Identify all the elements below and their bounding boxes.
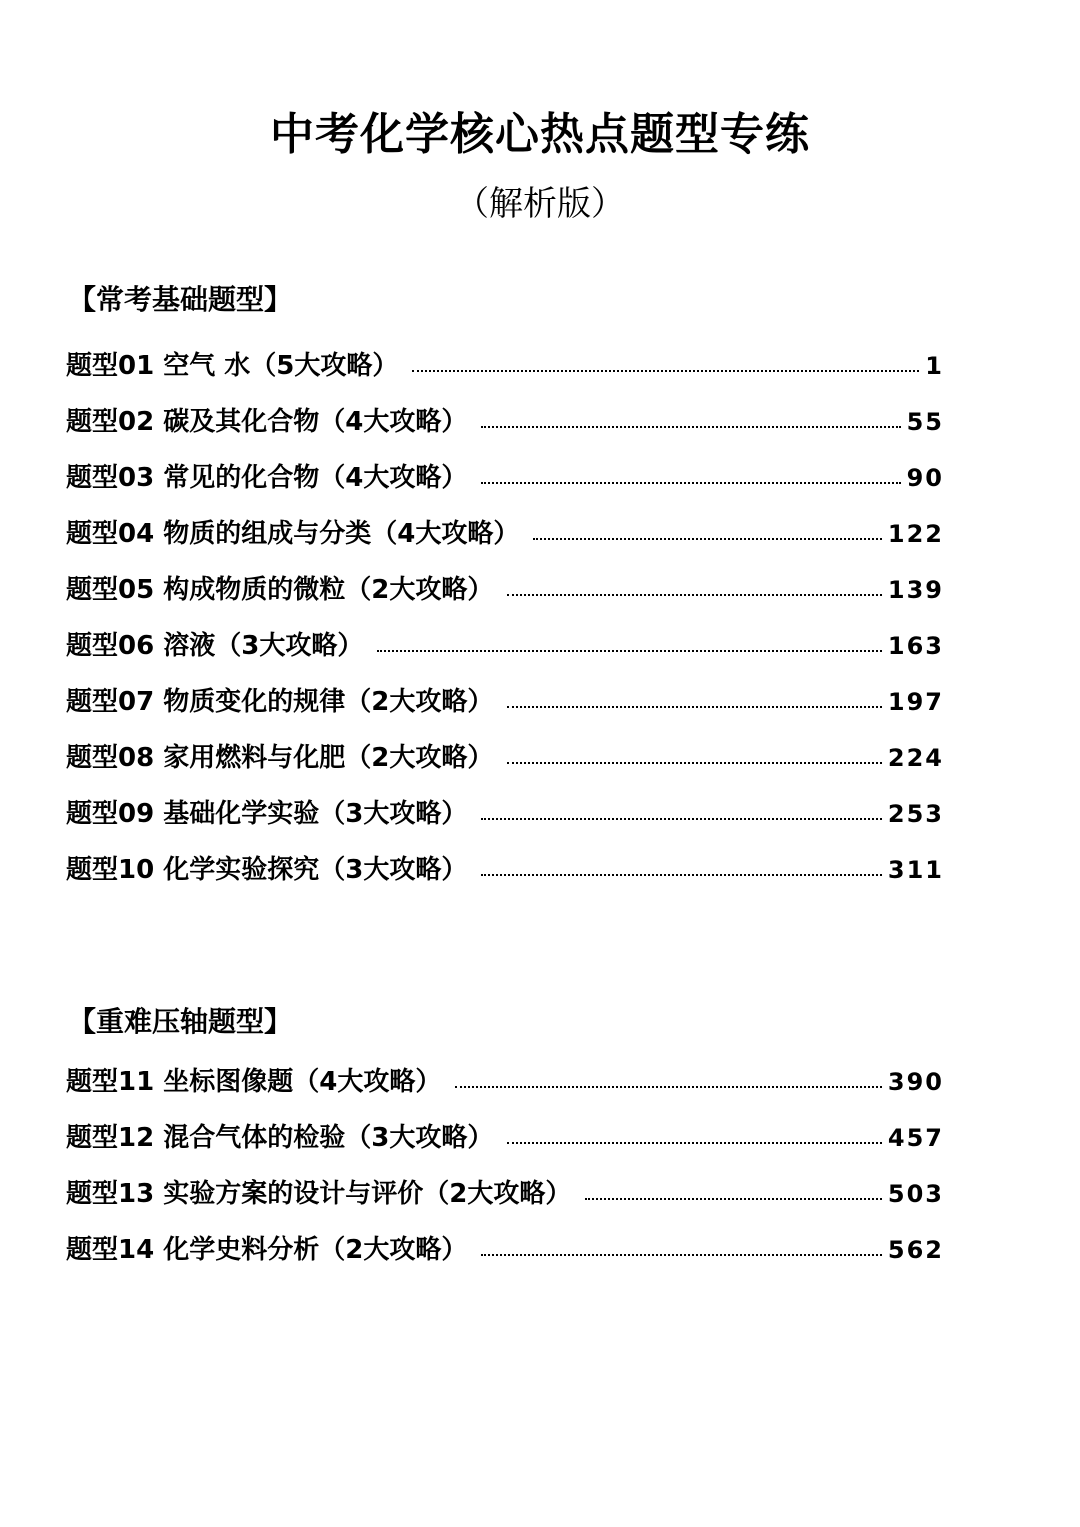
document-title: 中考化学核心热点题型专练 (270, 109, 810, 160)
toc-item-page: 163 (887, 632, 944, 660)
toc-leader-dots (507, 594, 882, 596)
toc-item-label: 题型03 常见的化合物（4大攻略） (66, 463, 468, 493)
toc-item-page: 311 (887, 856, 944, 884)
toc-leader-dots (455, 1086, 882, 1088)
toc-item-page: 197 (887, 688, 944, 716)
toc-item[interactable] (66, 728, 944, 784)
toc-item-page: 55 (906, 408, 944, 436)
toc-item-page: 457 (887, 1124, 944, 1152)
toc-item[interactable] (66, 840, 944, 896)
section-heading-basic: 【常考基础题型】 (68, 283, 293, 316)
toc-item[interactable] (66, 672, 944, 728)
toc-item-label: 题型08 家用燃料与化肥（2大攻略） (66, 743, 494, 773)
toc-item-label: 题型02 碳及其化合物（4大攻略） (66, 407, 468, 437)
toc-leader-dots (481, 874, 882, 876)
toc-leader-dots (481, 482, 900, 484)
toc-leader-dots (507, 762, 882, 764)
toc-item[interactable] (66, 1164, 944, 1220)
toc-leader-dots (533, 538, 882, 540)
toc-item-label: 题型05 构成物质的微粒（2大攻略） (66, 575, 494, 605)
toc-leader-dots (377, 650, 882, 652)
toc-item-page: 90 (906, 464, 944, 492)
toc-item[interactable] (66, 504, 944, 560)
toc-item-label: 题型01 空气 水（5大攻略） (66, 351, 399, 381)
toc-item-label: 题型10 化学实验探究（3大攻略） (66, 855, 468, 885)
toc-item-label: 题型11 坐标图像题（4大攻略） (66, 1067, 442, 1097)
toc-item[interactable] (66, 616, 944, 672)
toc-item-page: 562 (887, 1236, 944, 1264)
toc-item[interactable] (66, 336, 944, 392)
toc-item-page: 253 (887, 800, 944, 828)
toc-item[interactable] (66, 560, 944, 616)
toc-leader-dots (481, 1254, 882, 1256)
toc-item-label: 题型13 实验方案的设计与评价（2大攻略） (66, 1179, 572, 1209)
toc-item[interactable] (66, 784, 944, 840)
toc-item-label: 题型07 物质变化的规律（2大攻略） (66, 687, 494, 717)
toc-item[interactable] (66, 448, 944, 504)
toc-item-label: 题型04 物质的组成与分类（4大攻略） (66, 519, 520, 549)
toc-item-label: 题型09 基础化学实验（3大攻略） (66, 799, 468, 829)
toc-item-label: 题型06 溶液（3大攻略） (66, 631, 364, 661)
toc-leader-dots (481, 426, 900, 428)
toc-item-label: 题型14 化学史料分析（2大攻略） (66, 1235, 468, 1265)
document-subtitle: （解析版） (455, 184, 625, 224)
toc-item[interactable] (66, 1220, 944, 1276)
section-heading-advanced: 【重难压轴题型】 (68, 1005, 293, 1038)
toc-item-page: 122 (887, 520, 944, 548)
toc-leader-dots (585, 1198, 882, 1200)
toc-item-page: 139 (887, 576, 944, 604)
toc-leader-dots (507, 1142, 882, 1144)
toc-leader-dots (481, 818, 882, 820)
toc-leader-dots (412, 370, 919, 372)
toc-item[interactable] (66, 392, 944, 448)
toc-leader-dots (507, 706, 882, 708)
toc-list-advanced (66, 1052, 944, 1276)
toc-item[interactable] (66, 1108, 944, 1164)
toc-item-page: 503 (887, 1180, 944, 1208)
toc-item-page: 390 (887, 1068, 944, 1096)
toc-item-page: 224 (887, 744, 944, 772)
toc-item-label: 题型12 混合气体的检验（3大攻略） (66, 1123, 494, 1153)
toc-list-basic (66, 336, 944, 896)
toc-item[interactable] (66, 1052, 944, 1108)
toc-item-page: 1 (925, 352, 944, 380)
